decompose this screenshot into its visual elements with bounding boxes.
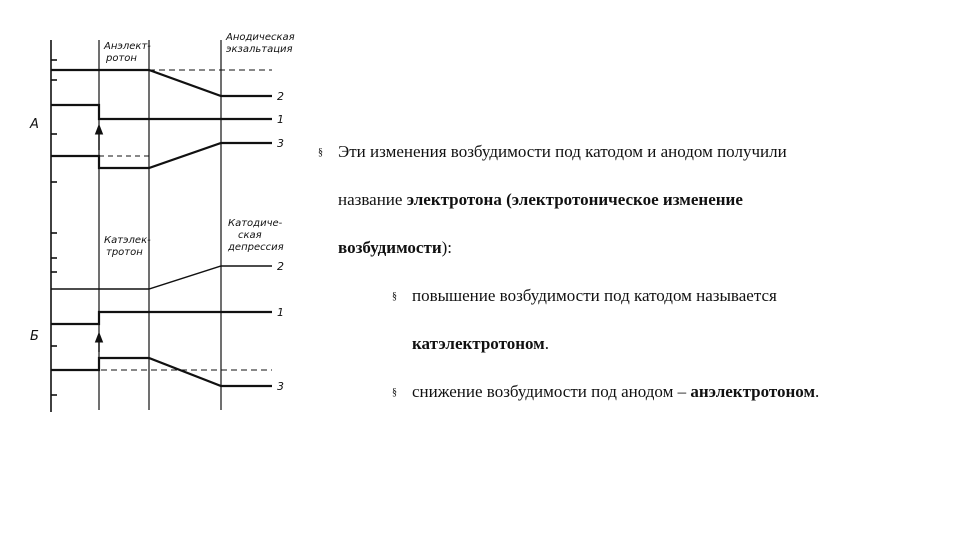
left-axis	[51, 40, 57, 412]
anelectroton-label-1: Анэлект-	[104, 41, 151, 52]
p3-end: .	[815, 382, 820, 401]
p1-line1-text: Эти изменения возбудимости под катодом и анодом получили	[338, 142, 787, 161]
section-a-label: А	[30, 117, 39, 132]
cathodic-depression-label-3: депрессия	[228, 242, 284, 253]
cathodic-depression-label-1: Катодиче-	[228, 218, 283, 229]
curve-b-1-label: 1	[277, 306, 284, 319]
paragraph-1-line-3	[338, 224, 452, 272]
anelectroton-label-2: ротон	[106, 53, 137, 64]
anodic-exaltation-label-1: Анодическая	[226, 32, 295, 43]
p2-line1-text: повышение возбудимости под катодом называется	[412, 286, 777, 305]
p1-line2-normal: название	[338, 190, 407, 209]
paragraph-1-line-1	[318, 128, 787, 177]
curve-a-3	[51, 143, 272, 168]
paragraph-2-line-1	[392, 272, 777, 321]
curve-a-2-label: 2	[277, 90, 284, 103]
paragraph-1-line-2	[338, 176, 743, 224]
cathodic-depression-label-2: ская	[238, 230, 262, 241]
p1-line2-bold: электротона (электротоническое изменение	[406, 190, 743, 209]
time-markers	[99, 40, 221, 410]
p2-line2-bold: катэлектротоном	[412, 334, 545, 353]
section-b-label: Б	[30, 329, 39, 344]
electrotonus-diagram	[0, 0, 320, 430]
katelectroton-label-2: тротон	[106, 247, 143, 258]
curve-b-3-label: 3	[277, 380, 284, 393]
p2-line2-end: .	[544, 334, 550, 353]
p1-line3-bold: возбудимости	[338, 238, 442, 257]
section-a-curves	[51, 70, 272, 168]
paragraph-3	[392, 368, 819, 417]
curve-a-2	[51, 70, 272, 96]
curve-b-2	[51, 266, 272, 289]
p1-line3-end: ):	[441, 238, 453, 257]
bullet-icon: §	[318, 147, 323, 158]
p3-bold: анэлектротоном	[690, 382, 816, 401]
p3-normal: снижение возбудимости под анодом –	[412, 382, 691, 401]
curve-a-3-label: 3	[277, 137, 284, 150]
anodic-exaltation-label-2: экзальтация	[226, 44, 293, 55]
katelectroton-label-1: Катэлек-	[104, 235, 151, 246]
paragraph-2-line-2	[412, 320, 549, 368]
bullet-icon: §	[392, 291, 397, 302]
section-b-curves	[51, 266, 272, 386]
curve-a-1-label: 1	[277, 113, 284, 126]
bullet-icon: §	[392, 387, 397, 398]
curve-b-2-label: 2	[277, 260, 284, 273]
curve-b-1	[51, 312, 272, 324]
curve-a-1	[51, 105, 272, 119]
curve-b-3	[51, 358, 272, 386]
